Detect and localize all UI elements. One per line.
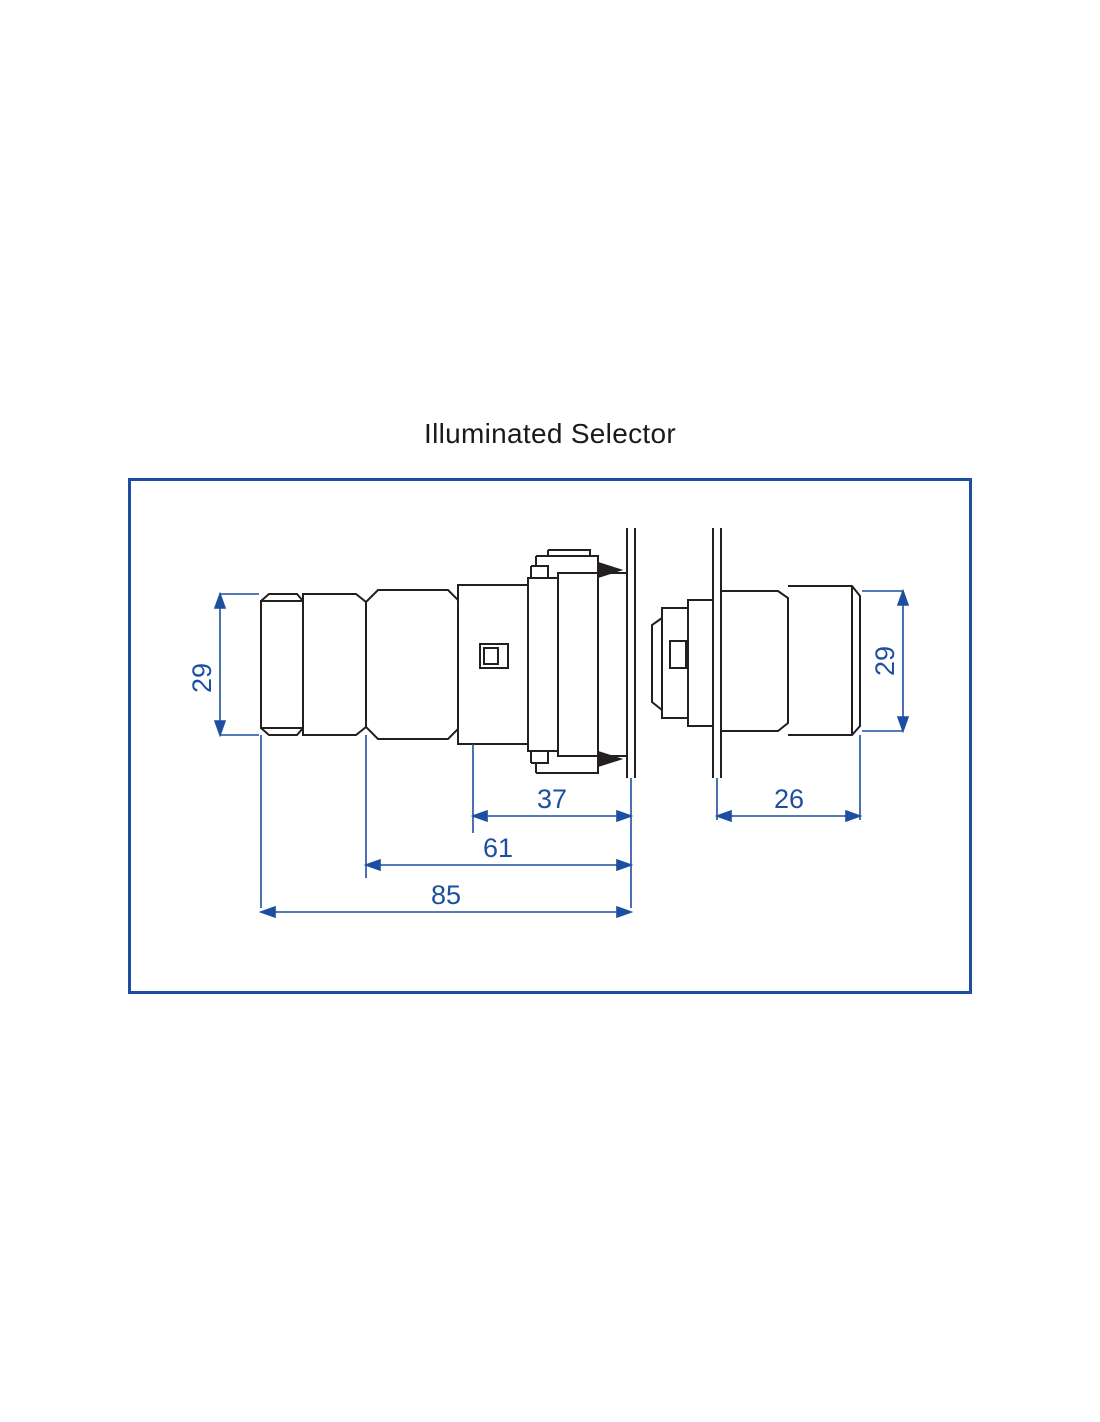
dim-right-depth: 26	[773, 784, 805, 814]
front-view-body	[652, 528, 860, 778]
page-title: Illuminated Selector	[424, 418, 676, 449]
dim-depth-85: 85	[430, 880, 462, 910]
dimension-drawing	[128, 478, 972, 994]
dim-left-height: 29	[187, 662, 217, 694]
side-view-body	[261, 528, 635, 778]
dim-right-height: 29	[870, 645, 900, 677]
dim-depth-61: 61	[482, 833, 514, 863]
dim-depth-37: 37	[536, 784, 568, 814]
